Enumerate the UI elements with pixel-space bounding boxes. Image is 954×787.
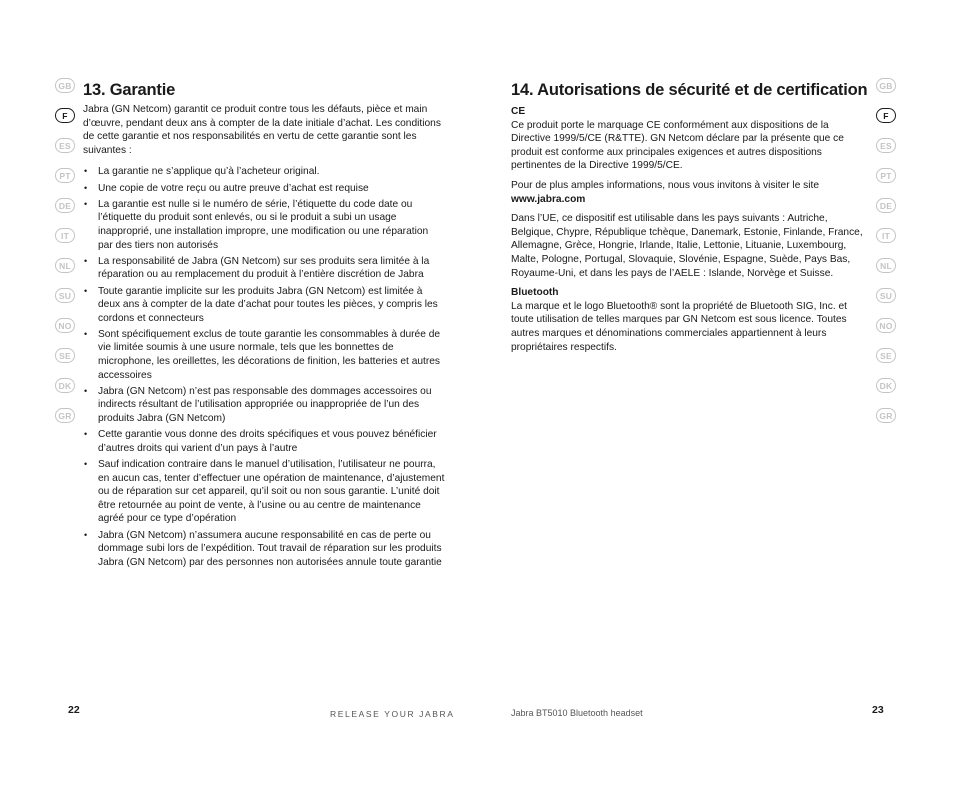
warranty-list [83,165,445,569]
language-tab-su[interactable]: SU [876,288,896,303]
language-tab-gb[interactable]: GB [55,78,75,93]
language-tab-se[interactable]: SE [55,348,75,363]
language-tab-it[interactable]: IT [876,228,896,243]
warranty-item: • Une copie de votre reçu ou autre preuve d’achat est requise [83,182,445,196]
language-tab-f[interactable]: F [876,108,896,123]
language-tab-no[interactable]: NO [55,318,75,333]
language-tab-de[interactable]: DE [55,198,75,213]
warranty-item: • Toute garantie implicite sur les produits Jabra (GN Netcom) est limitée à deux ans à compter de la date d’achat pour toutes les pièces, y compris les cordons et connecteurs [83,285,445,326]
info-paragraph [511,179,871,206]
warranty-item: • Jabra (GN Netcom) n’est pas responsable des dommages accessoires ou indirects résultant de l’utilisation appropriée ou inappropriée de l’un des produits Jabra (GN Netcom) [83,385,445,426]
warranty-item: • La garantie est nulle si le numéro de série, l’étiquette du code date ou l’étiquette du produit sont enlevés, ou si le produit a subi un usage inapproprié, une installation impropre, une modification ou une réparation par des tiers non autorisés [83,198,445,252]
language-tab-gr[interactable]: GR [55,408,75,423]
language-tab-gb[interactable]: GB [876,78,896,93]
language-tab-gr[interactable]: GR [876,408,896,423]
language-tab-pt[interactable]: PT [55,168,75,183]
ce-text: Ce produit porte le marquage CE conformément aux dispositions de la Directive 1999/5/CE (R&TTE). GN Netcom déclare par la présente que ce produit est conforme aux principales exigences et autres dispositions pertinentes de la Directive 1999/5/CE. [511,119,844,172]
warranty-intro: Jabra (GN Netcom) garantit ce produit contre tous les défauts, pièce et main d’œuvre, pendant deux ans à compter de la date initiale d’achat. Les conditions de cette garantie et nos responsabilités en vertu de cette garantie sont les suivantes : [83,104,441,156]
warranty-section [83,80,445,572]
language-tabs-right [876,78,898,438]
language-tab-nl[interactable]: NL [55,258,75,273]
warranty-item: • Jabra (GN Netcom) n’assumera aucune responsabilité en cas de perte ou dommage subi lors de l’expédition. Tout travail de réparation sur les produits Jabra (GN Netcom) par des personnes non autorisées annule toute garantie [83,529,445,570]
language-tabs-left [55,78,77,438]
language-tab-no[interactable]: NO [876,318,896,333]
warranty-item: • Cette garantie vous donne des droits spécifiques et vous pouvez bénéficier d’autres droits qui varient d’un pays à l’autre [83,428,445,455]
bluetooth-text: La marque et le logo Bluetooth® sont la propriété de Bluetooth SIG, Inc. et toute utilisation de telles marques par GN Netcom est sous licence. Toutes autres marques et dénominations commerciales appartiennent à leurs propriétaires respectifs. [511,300,847,353]
language-tab-it[interactable]: IT [55,228,75,243]
warranty-item: • Sauf indication contraire dans le manuel d’utilisation, l’utilisateur ne pourra, en aucun cas, tenter d’effectuer une opération de maintenance, d’ajustement ou de réparation sur cet appareil, qu’il soit ou non sous garantie. L’unité doit être retournée au point de vente, à l’usine ou au centre de maintenance agréé pour ce type d’opération [83,458,445,526]
language-tab-dk[interactable]: DK [55,378,75,393]
language-tab-dk[interactable]: DK [876,378,896,393]
warranty-item: • La responsabilité de Jabra (GN Netcom) sur ses produits sera limitée à la réparation ou au remplacement du produit à l’entière discrétion de Jabra [83,255,445,282]
eu-countries-text: Dans l’UE, ce dispositif est utilisable dans les pays suivants : Autriche, Belgique, Chypre, République tchèque, Danemark, Estonie, Finlande, France, Allemagne, Grèce, Hongrie, Irlande, Italie, Lettonie, Lituanie, Luxembourg, Malte, Pologne, Portugal, Slovaquie, Slovénie, Espagne, Suède, Pays Bas, Royaume-Uni, et dans les pays de l’AELE : Islande, Norvège et Suisse. [511,213,863,279]
language-tab-nl[interactable]: NL [876,258,896,273]
language-tab-f[interactable]: F [55,108,75,123]
certification-title: 14. Autorisations de sécurité et de certification [511,81,868,99]
info-text: Pour de plus amples informations, nous vous invitons à visiter le site [511,179,820,191]
page-number-left: 22 [68,704,80,716]
language-tab-se[interactable]: SE [876,348,896,363]
footer-slogan: RELEASE YOUR JABRA [330,709,455,719]
language-tab-pt[interactable]: PT [876,168,896,183]
footer-product: Jabra BT5010 Bluetooth headset [511,708,643,718]
ce-heading: CE [511,106,526,117]
page-number-right: 23 [872,704,884,716]
language-tab-es[interactable]: ES [876,138,896,153]
language-tab-de[interactable]: DE [876,198,896,213]
warranty-item: • La garantie ne s’applique qu’à l’acheteur original. [83,165,445,179]
language-tab-su[interactable]: SU [55,288,75,303]
jabra-link[interactable]: www.jabra.com [511,193,586,205]
bluetooth-heading: Bluetooth [511,287,559,299]
certification-section [511,80,871,360]
language-tab-es[interactable]: ES [55,138,75,153]
warranty-title: 13. Garantie [83,81,176,99]
warranty-item: • Sont spécifiquement exclus de toute garantie les consommables à durée de vie limitée soumis à une usure normale, tels que les bonnettes de microphone, les oreillettes, les décorations de finition, les batteries et autres accessoires [83,328,445,382]
